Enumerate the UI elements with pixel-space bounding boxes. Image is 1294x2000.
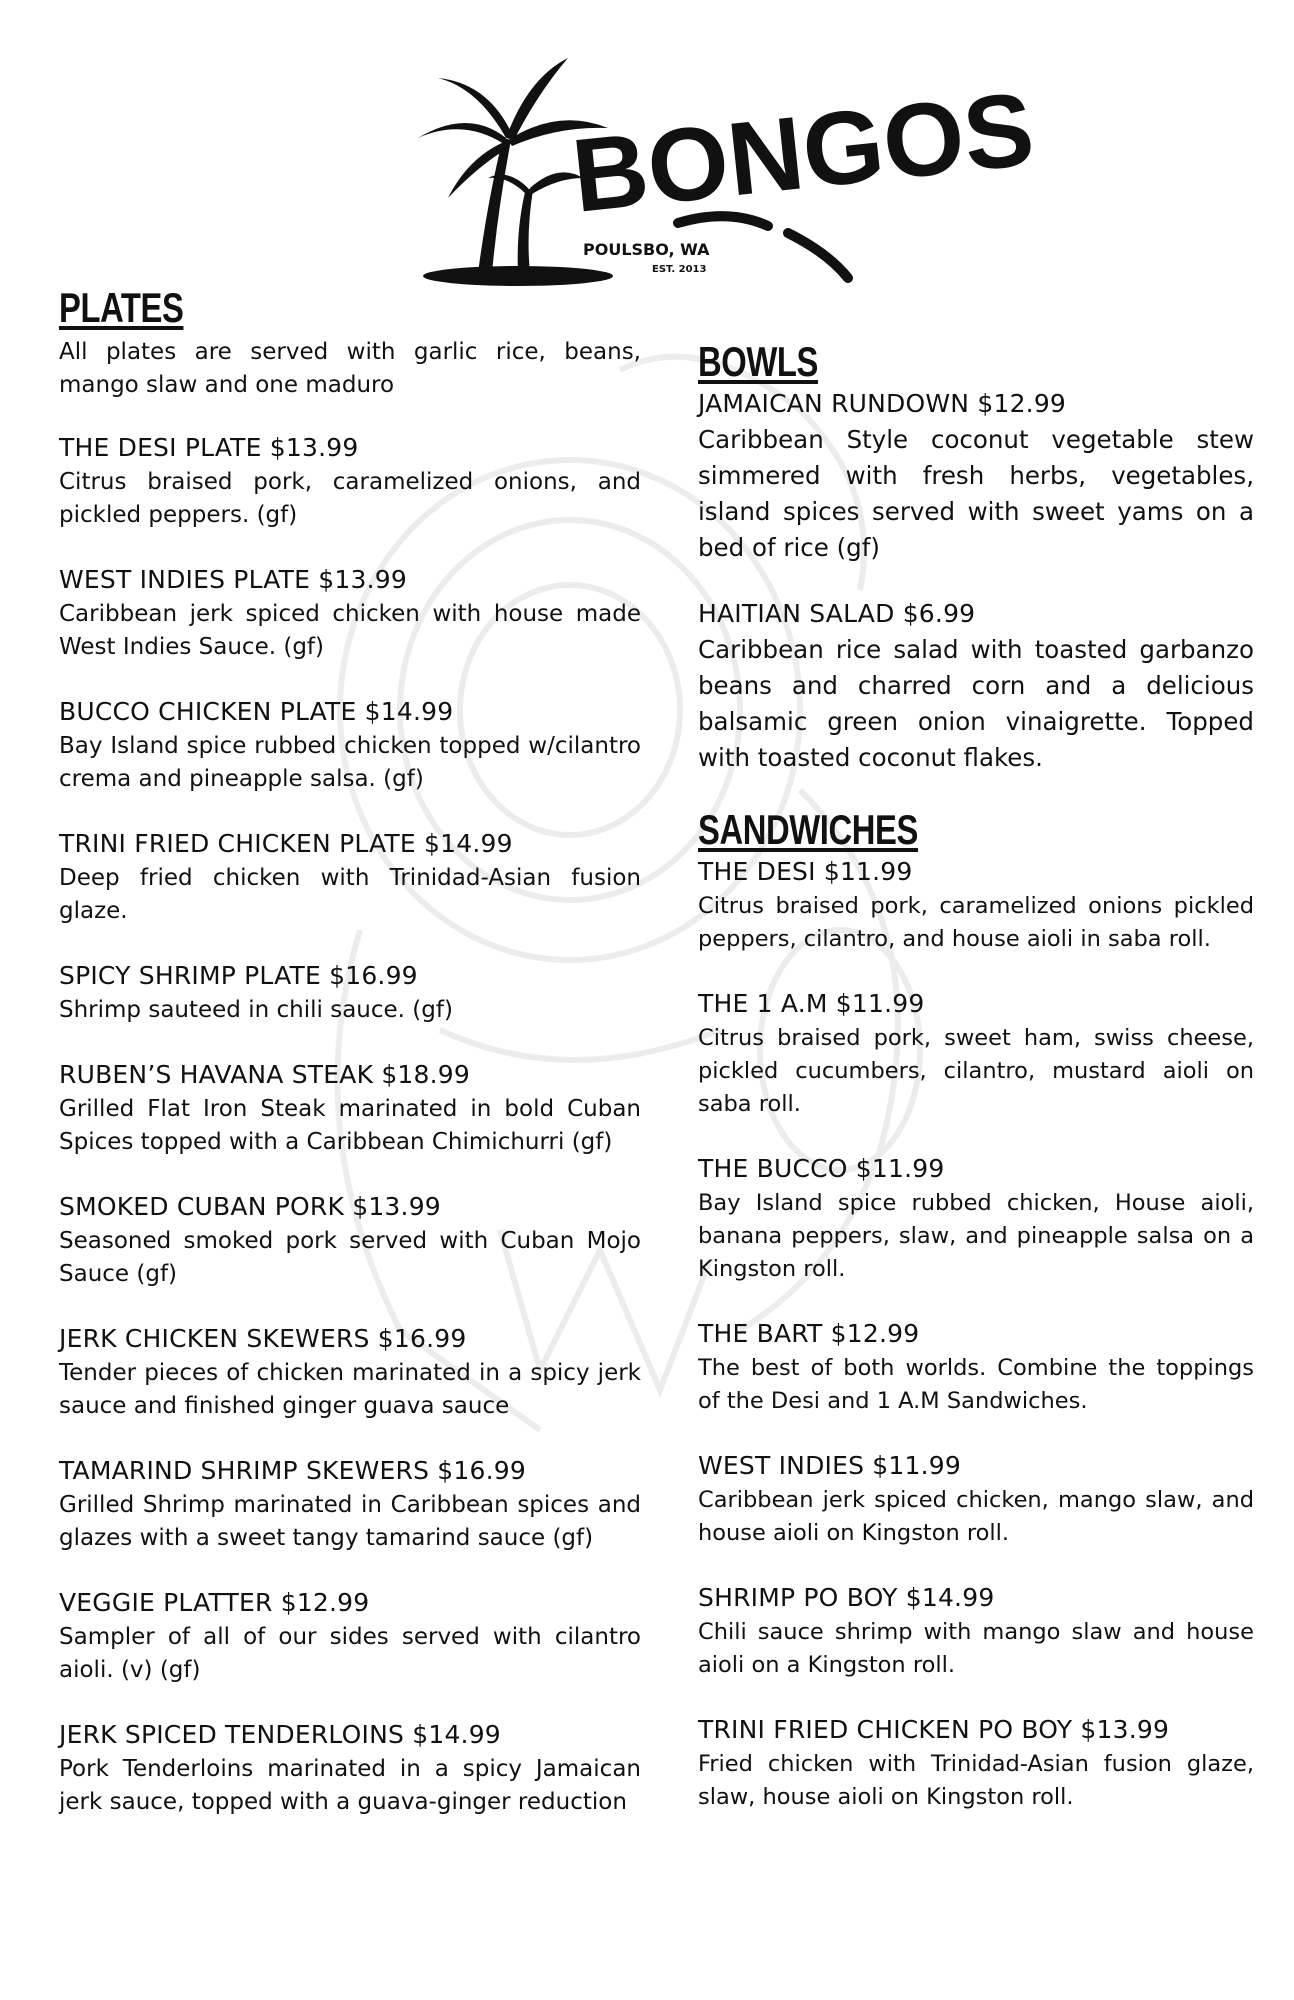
menu-item-title: SMOKED CUBAN PORK $13.99 <box>59 1192 441 1221</box>
menu-item-description: Caribbean jerk spiced chicken with house made West Indies Sauce. (gf) <box>59 601 641 660</box>
sandwiches-section <box>698 806 1254 1814</box>
menu-item <box>59 1717 641 1819</box>
menu-item-description: Citrus braised pork, sweet ham, swiss cheese, pickled cucumbers, cilantro, mustard aioli on saba roll. <box>698 1025 1254 1117</box>
menu-item <box>59 958 641 1027</box>
menu-item-description: Bay Island spice rubbed chicken, House aioli, banana peppers, slaw, and pineapple salsa on a Kingston roll. <box>698 1190 1254 1282</box>
menu-item-description: Citrus braised pork, caramelized onions pickled peppers, cilantro, and house aioli in saba roll. <box>698 893 1254 952</box>
menu-item-title: RUBEN’S HAVANA STEAK $18.99 <box>59 1060 470 1089</box>
menu-item <box>59 694 641 796</box>
menu-item <box>59 1585 641 1687</box>
menu-item <box>698 1580 1254 1682</box>
menu-item <box>698 596 1254 776</box>
menu-item-description: Sampler of all of our sides served with cilantro aioli. (v) (gf) <box>59 1624 641 1683</box>
menu-item <box>59 1189 641 1291</box>
menu-item-description: The best of both worlds. Combine the toppings of the Desi and 1 A.M Sandwiches. <box>698 1355 1254 1414</box>
menu-item-description: Pork Tenderloins marinated in a spicy Jamaican jerk sauce, topped with a guava-ginger reduction <box>59 1756 641 1815</box>
menu-item-title: THE 1 A.M $11.99 <box>698 989 925 1018</box>
menu-item-description: Tender pieces of chicken marinated in a spicy jerk sauce and finished ginger guava sauce <box>59 1360 641 1419</box>
right-column <box>698 338 1254 1844</box>
menu-item <box>59 1321 641 1423</box>
menu-item <box>59 430 641 532</box>
menu-item-title: SPICY SHRIMP PLATE $16.99 <box>59 961 418 990</box>
menu-item-title: HAITIAN SALAD $6.99 <box>698 599 976 628</box>
menu-item-description: Fried chicken with Trinidad-Asian fusion glaze, slaw, house aioli on Kingston roll. <box>698 1751 1254 1810</box>
logo-wordmark: BONGOS <box>567 71 1040 235</box>
menu-item-title: JAMAICAN RUNDOWN $12.99 <box>698 389 1067 418</box>
menu-item-title: VEGGIE PLATTER $12.99 <box>59 1588 370 1617</box>
menu-item-title: THE DESI $11.99 <box>698 857 913 886</box>
menu-item-description: Caribbean Style coconut vegetable stew simmered with fresh herbs, vegetables, island spices served with sweet yams on a bed of rice (gf) <box>698 425 1254 562</box>
menu-item <box>698 1712 1254 1814</box>
menu-item-description: Chili sauce shrimp with mango slaw and house aioli on a Kingston roll. <box>698 1619 1254 1678</box>
bowls-heading: BOWLS <box>698 338 818 385</box>
menu-item-description: Citrus braised pork, caramelized onions, and pickled peppers. (gf) <box>59 469 641 528</box>
menu-item-description: Seasoned smoked pork served with Cuban Mojo Sauce (gf) <box>59 1228 641 1287</box>
menu-item-title: WEST INDIES PLATE $13.99 <box>59 565 407 594</box>
menu-item <box>698 1448 1254 1550</box>
plates-list <box>59 430 641 1819</box>
menu-item-description: Deep fried chicken with Trinidad-Asian fusion glaze. <box>59 865 641 924</box>
menu-item <box>698 854 1254 956</box>
logo-established: EST. 2013 <box>652 264 707 275</box>
menu-item-title: TRINI FRIED CHICKEN PO BOY $13.99 <box>698 1715 1170 1744</box>
plates-heading: PLATES <box>59 284 184 331</box>
menu-item-description: Caribbean rice salad with toasted garbanzo beans and charred corn and a delicious balsamic green onion vinaigrette. Topped with toasted coconut flakes. <box>698 635 1254 772</box>
menu-item <box>59 1057 641 1159</box>
menu-item-title: TAMARIND SHRIMP SKEWERS $16.99 <box>59 1456 526 1485</box>
menu-item <box>59 826 641 928</box>
sandwiches-list <box>698 854 1254 1814</box>
menu-item-description: Shrimp sauteed in chili sauce. (gf) <box>59 997 453 1023</box>
logo-location: POULSBO, WA <box>583 240 710 259</box>
menu-item <box>698 1316 1254 1418</box>
menu-item-title: THE DESI PLATE $13.99 <box>59 433 359 462</box>
menu-item-description: Grilled Shrimp marinated in Caribbean spices and glazes with a sweet tangy tamarind sauce (gf) <box>59 1492 641 1551</box>
menu-item-description: Bay Island spice rubbed chicken topped w/cilantro crema and pineapple salsa. (gf) <box>59 733 641 792</box>
menu-item-title: THE BUCCO $11.99 <box>698 1154 945 1183</box>
menu-item-title: THE BART $12.99 <box>698 1319 920 1348</box>
menu-item <box>698 386 1254 566</box>
menu-item <box>698 1151 1254 1286</box>
menu-item-description: Caribbean jerk spiced chicken, mango slaw, and house aioli on Kingston roll. <box>698 1487 1254 1546</box>
menu-item <box>59 562 641 664</box>
plates-intro: All plates are served with garlic rice, beans, mango slaw and one maduro <box>59 339 641 398</box>
bowls-list <box>698 386 1254 776</box>
menu-item-description: Grilled Flat Iron Steak marinated in bold Cuban Spices topped with a Caribbean Chimichurri (gf) <box>59 1096 641 1155</box>
menu-item-title: WEST INDIES $11.99 <box>698 1451 961 1480</box>
bongos-logo <box>408 48 1040 288</box>
menu-item-title: TRINI FRIED CHICKEN PLATE $14.99 <box>59 829 513 858</box>
plates-section <box>59 284 641 1849</box>
sandwiches-heading: SANDWICHES <box>698 806 918 853</box>
menu-item <box>59 1453 641 1555</box>
menu-item-title: JERK SPICED TENDERLOINS $14.99 <box>59 1720 501 1749</box>
menu-item-title: BUCCO CHICKEN PLATE $14.99 <box>59 697 454 726</box>
menu-item-title: SHRIMP PO BOY $14.99 <box>698 1583 995 1612</box>
menu-item <box>698 986 1254 1121</box>
menu-item-title: JERK CHICKEN SKEWERS $16.99 <box>59 1324 467 1353</box>
bowls-section <box>698 338 1254 776</box>
